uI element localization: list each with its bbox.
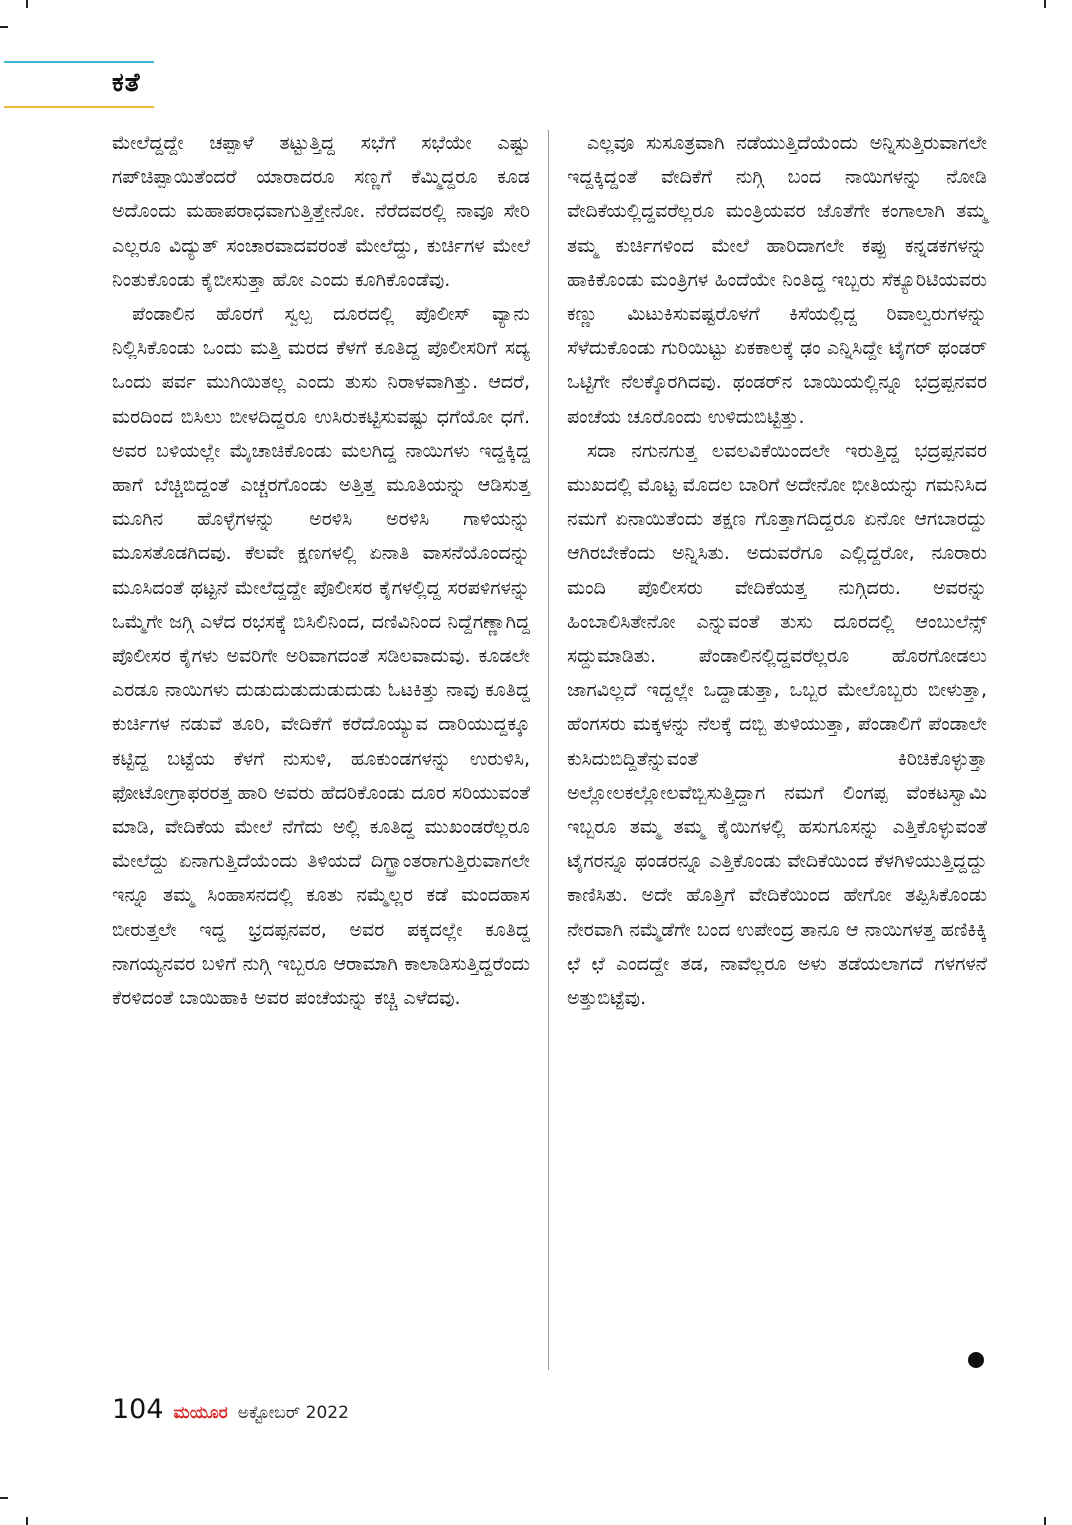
- paragraph: ಸದಾ ನಗುನಗುತ್ತ ಲವಲವಿಕೆಯಿಂದಲೇ ಇರುತ್ತಿದ್ದ ಭದ್ರಪ್ಪನವರ ಮುಖದಲ್ಲಿ ಮೊಟ್ಟ ಮೊದಲ ಬಾರಿಗೆ ಅದೇನೋ ಭೀತಿಯನ್ನು ಗಮನಿಸಿದ ನಮಗೆ ಏನಾಯಿತೆಂದು ತಕ್ಷಣ ಗೊತ್ತಾಗದಿದ್ದರೂ ಏನೋ ಆಗಬಾರದ್ದು ಆಗಿರಬೇಕೆಂದು ಅನ್ನಿಸಿತು. ಅದುವರೆಗೂ ಎಲ್ಲಿದ್ದರೋ, ನೂರಾರು ಮಂದಿ ಪೊಲೀಸರು ವೇದಿಕೆಯತ್ತ ನುಗ್ಗಿದರು. ಅವರನ್ನು ಹಿಂಬಾಲಿಸಿತೇನೋ ಎನ್ನುವಂತೆ ತುಸು ದೂರದಲ್ಲಿ ಆಂಬುಲೆನ್ಸ್ ಸದ್ದುಮಾಡಿತು. ಪೆಂಡಾಲಿನಲ್ಲಿದ್ದವರೆಲ್ಲರೂ ಹೊರಗೋಡಲು ಜಾಗವಿಲ್ಲದೆ ಇದ್ದಲ್ಲೇ ಒದ್ದಾಡುತ್ತಾ, ಒಬ್ಬರ ಮೇಲೊಬ್ಬರು ಬೀಳುತ್ತಾ, ಹೆಂಗಸರು ಮಕ್ಕಳನ್ನು ನೆಲಕ್ಕೆ ದಬ್ಬಿ ತುಳಿಯುತ್ತಾ, ಪೆಂಡಾಲಿಗೆ ಪೆಂಡಾಲೇ ಕುಸಿದುಬಿದ್ದಿತೆನ್ನುವಂತೆ ಕಿರಿಚಿಕೊಳ್ಳುತ್ತಾ ಅಲ್ಲೋಲಕಲ್ಲೋಲವೆಬ್ಬಿಸುತ್ತಿದ್ದಾಗ ನಮಗೆ ಲಿಂಗಪ್ಪ ವೆಂಕಟಸ್ವಾಮಿ ಇಬ್ಬರೂ ತಮ್ಮ ತಮ್ಮ ಕೈಯಿಗಳಲ್ಲಿ ಹಸುಗೂಸನ್ನು ಎತ್ತಿಕೊಳ್ಳುವಂತೆ ಟೈಗರನ್ನೂ ಥಂಡರನ್ನೂ ಎತ್ತಿಕೊಂಡು ವೇದಿಕೆಯಿಂದ ಕೆಳಗಿಳಿಯುತ್ತಿದ್ದದ್ದು ಕಾಣಿಸಿತು. ಅದೇ ಹೊತ್ತಿಗೆ ವೇದಿಕೆಯಿಂದ ಹೇಗೋ ತಪ್ಪಿಸಿಕೊಂಡು ನೇರವಾಗಿ ನಮ್ಮೆಡೆಗೇ ಬಂದ ಉಪೇಂದ್ರ ತಾನೂ ಆ ನಾಯಿಗಳತ್ತ ಹಣಿಕಿಕ್ಕಿ ಛೆ ಛೆ ಎಂದದ್ದೇ ತಡ, ನಾವೆಲ್ಲರೂ ಅಳು ತಡೆಯಲಾಗದೆ ಗಳಗಳನೆ ಅತ್ತುಬಿಟ್ಟೆವು.: [567, 439, 987, 1010]
- magazine-name: ಮಯೂರ: [173, 1403, 228, 1423]
- right-column: [567, 126, 987, 1015]
- paragraph: ಮೇಲೆದ್ದದ್ದೇ ಚಪ್ಪಾಳೆ ತಟ್ಟುತ್ತಿದ್ದ ಸಭೆಗೆ ಸಭೆಯೇ ಎಷ್ಟು ಗಪ್‌ಚಿಪ್ಪಾಯಿತೆಂದರೆ ಯಾರಾದರೂ ಸಣ್ಣಗೆ ಕೆಮ್ಮಿದ್ದರೂ ಕೂಡ ಅದೊಂದು ಮಹಾಪರಾಧವಾಗುತ್ತಿತ್ತೇನೋ. ನೆರೆದವರಲ್ಲಿ ನಾವೂ ಸೇರಿ ಎಲ್ಲರೂ ವಿದ್ಯುತ್ ಸಂಚಾರವಾದವರಂತೆ ಮೇಲೆದ್ದು, ಕುರ್ಚಿಗಳ ಮೇಲೆ ನಿಂತುಕೊಂಡು ಕೈಬೀಸುತ್ತಾ ಹೋ ಎಂದು ಕೂಗಿಕೊಂಡೆವು.: [112, 132, 530, 291]
- page-footer: [112, 1394, 349, 1425]
- left-column: [112, 126, 530, 1015]
- crop-mark-bottom-right: [1044, 1517, 1046, 1525]
- page-number: 104: [112, 1394, 164, 1425]
- issue-date: ಅಕ್ಟೋಬರ್ 2022: [237, 1403, 349, 1423]
- crop-mark-top-left: [26, 0, 28, 8]
- story-end-bullet: [968, 1352, 984, 1368]
- section-rule-top: [4, 61, 154, 63]
- section-rule-bottom: [4, 106, 154, 108]
- paragraph: ಪೆಂಡಾಲಿನ ಹೊರಗೆ ಸ್ವಲ್ಪ ದೂರದಲ್ಲಿ ಪೊಲೀಸ್ ವ್ಯಾನು ನಿಲ್ಲಿಸಿಕೊಂಡು ಒಂದು ಮತ್ತಿ ಮರದ ಕೆಳಗೆ ಕೂತಿದ್ದ ಪೊಲೀಸರಿಗೆ ಸದ್ಯ ಒಂದು ಪರ್ವ ಮುಗಿಯಿತಲ್ಲ ಎಂದು ತುಸು ನಿರಾಳವಾಗಿತ್ತು. ಆದರೆ, ಮರದಿಂದ ಬಿಸಿಲು ಬೀಳದಿದ್ದರೂ ಉಸಿರುಕಟ್ಟಿಸುವಷ್ಟು ಧಗೆಯೋ ಧಗೆ. ಅವರ ಬಳಿಯಲ್ಲೇ ಮೈಚಾಚಿಕೊಂಡು ಮಲಗಿದ್ದ ನಾಯಿಗಳು ಇದ್ದಕ್ಕಿದ್ದ ಹಾಗೆ ಬೆಚ್ಚಿಬಿದ್ದಂತೆ ಎಚ್ಚರಗೊಂಡು ಅತ್ತಿತ್ತ ಮೂತಿಯನ್ನು ಆಡಿಸುತ್ತ ಮೂಗಿನ ಹೊಳ್ಳೆಗಳನ್ನು ಅರಳಿಸಿ ಅರಳಿಸಿ ಗಾಳಿಯನ್ನು ಮೂಸತೊಡಗಿದವು. ಕೆಲವೇ ಕ್ಷಣಗಳಲ್ಲಿ ಏನಾತಿ ವಾಸನೆಯೊಂದನ್ನು ಮೂಸಿದಂತೆ ಥಟ್ಟನೆ ಮೇಲೆದ್ದದ್ದೇ ಪೊಲೀಸರ ಕೈಗಳಲ್ಲಿದ್ದ ಸರಪಳಿಗಳನ್ನು ಒಮ್ಮೆಗೇ ಜಗ್ಗಿ ಎಳೆದ ರಭಸಕ್ಕೆ ಬಿಸಿಲಿನಿಂದ, ದಣಿವಿನಿಂದ ನಿದ್ದೆಗಣ್ಣಾಗಿದ್ದ ಪೊಲೀಸರ ಕೈಗಳು ಅವರಿಗೇ ಅರಿವಾಗದಂತೆ ಸಡಿಲವಾದುವು. ಕೂಡಲೇ ಎರಡೂ ನಾಯಿಗಳು ದುಡುದುಡುದುಡುದುಡು ಓಟಕಿತ್ತು ನಾವು ಕೂತಿದ್ದ ಕುರ್ಚಿಗಳ ನಡುವೆ ತೂರಿ, ವೇದಿಕೆಗೆ ಕರೆದೊಯ್ಯುವ ದಾರಿಯುದ್ದಕ್ಕೂ ಕಟ್ಟಿದ್ದ ಬಟ್ಟೆಯ ಕೆಳಗೆ ನುಸುಳಿ, ಹೂಕುಂಡಗಳನ್ನು ಉರುಳಿಸಿ, ಫೋಟೋಗ್ರಾಫರರತ್ತ ಹಾರಿ ಅವರು ಹೆದರಿಕೊಂಡು ದೂರ ಸರಿಯುವಂತೆ ಮಾಡಿ, ವೇದಿಕೆಯ ಮೇಲೆ ನೆಗೆದು ಅಲ್ಲಿ ಕೂತಿದ್ದ ಮುಖಂಡರೆಲ್ಲರೂ ಮೇಲೆದ್ದು ಏನಾಗುತ್ತಿದೆಯೆಂದು ತಿಳಿಯದೆ ದಿಗ್ಭ್ರಾಂತರಾಗುತ್ತಿರುವಾಗಲೇ ಇನ್ನೂ ತಮ್ಮ ಸಿಂಹಾಸನದಲ್ಲಿ ಕೂತು ನಮ್ಮೆಲ್ಲರ ಕಡೆ ಮಂದಹಾಸ ಬೀರುತ್ತಲೇ ಇದ್ದ ಭ್ರದಪ್ಪನವರ, ಅವರ ಪಕ್ಕದಲ್ಲೇ ಕೂತಿದ್ದ ನಾಗಯ್ಯನವರ ಬಳಿಗೆ ನುಗ್ಗಿ ಇಬ್ಬರೂ ಆರಾಮಾಗಿ ಕಾಲಾಡಿಸುತ್ತಿದ್ದರೆಂದು ಕೆರಳಿದಂತೆ ಬಾಯಿಹಾಕಿ ಅವರ ಪಂಚೆಯನ್ನು ಕಚ್ಚಿ ಎಳೆದವು.: [112, 303, 530, 1010]
- crop-mark-left-upper: [0, 26, 8, 28]
- section-label: ಕತೆ: [112, 68, 141, 98]
- column-divider: [548, 130, 549, 1370]
- paragraph: ಎಲ್ಲವೂ ಸುಸೂತ್ರವಾಗಿ ನಡೆಯುತ್ತಿದೆಯೆಂದು ಅನ್ನಿಸುತ್ತಿರುವಾಗಲೇ ಇದ್ದಕ್ಕಿದ್ದಂತೆ ವೇದಿಕೆಗೆ ನುಗ್ಗಿ ಬಂದ ನಾಯಿಗಳನ್ನು ನೋಡಿ ವೇದಿಕೆಯಲ್ಲಿದ್ದವರೆಲ್ಲರೂ ಮಂತ್ರಿಯವರ ಜೊತೆಗೇ ಕಂಗಾಲಾಗಿ ತಮ್ಮ ತಮ್ಮ ಕುರ್ಚಿಗಳಿಂದ ಮೇಲೆ ಹಾರಿದಾಗಲೇ ಕಪ್ಪು ಕನ್ನಡಕಗಳನ್ನು ಹಾಕಿಕೊಂಡು ಮಂತ್ರಿಗಳ ಹಿಂದೆಯೇ ನಿಂತಿದ್ದ ಇಬ್ಬರು ಸೆಕ್ಯೂರಿಟಿಯವರು ಕಣ್ಣು ಮಿಟುಕಿಸುವಷ್ಟರೊಳಗೆ ಕಿಸೆಯಲ್ಲಿದ್ದ ರಿವಾಲ್ವರುಗಳನ್ನು ಸೆಳೆದುಕೊಂಡು ಗುರಿಯಿಟ್ಟು ಏಕಕಾಲಕ್ಕೆ ಢಂ ಎನ್ನಿಸಿದ್ದೇ ಟೈಗರ್ ಥಂಡರ್ ಒಟ್ಟಿಗೇ ನೆಲಕ್ಕೊರಗಿದವು. ಥಂಡರ್‌ನ ಬಾಯಿಯಲ್ಲಿನ್ನೂ ಭದ್ರಪ್ಪನವರ ಪಂಚೆಯ ಚೂರೊಂದು ಉಳಿದುಬಿಟ್ಟಿತ್ತು.: [567, 132, 987, 428]
- crop-mark-left-lower: [0, 1497, 8, 1499]
- crop-mark-bottom-left: [26, 1517, 28, 1525]
- crop-mark-top-right: [1044, 0, 1046, 8]
